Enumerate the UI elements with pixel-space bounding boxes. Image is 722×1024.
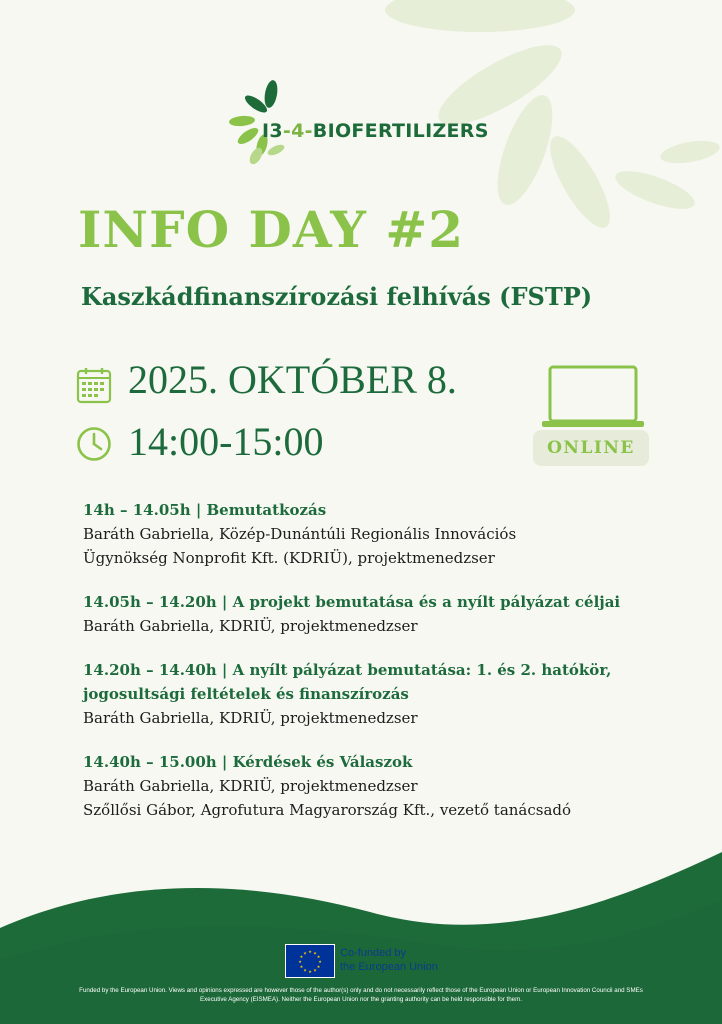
svg-text:★: ★	[313, 950, 317, 956]
agenda-item-heading: 14h – 14.05h | Bemutatkozás	[83, 501, 327, 519]
svg-text:★: ★	[303, 967, 307, 973]
page-subtitle: Kaszkádfinanszírozási felhívás (FSTP)	[81, 282, 593, 311]
agenda-list	[83, 498, 683, 842]
agenda-item-heading: 14.05h – 14.20h | A projekt bemutatása és a nyílt pályázat céljai	[83, 593, 621, 611]
laptop-icon	[540, 364, 646, 432]
event-date: 2025. OKTÓBER 8.	[128, 357, 457, 402]
agenda-item	[83, 590, 683, 638]
svg-text:★: ★	[298, 959, 302, 964]
agenda-item-speaker: Baráth Gabriella, KDRIÜ, projektmenedzser	[83, 617, 418, 635]
agenda-item-speaker: Szőllősi Gábor, Agrofutura Magyarország Kft., vezető tanácsadó	[83, 801, 572, 819]
logo-wordmark: I3-4-BIOFERTILIZERS	[262, 120, 489, 142]
eu-cofunded-label	[340, 946, 438, 974]
agenda-item	[83, 498, 683, 570]
agenda-item-heading-continued: jogosultsági feltételek és finanszírozás	[83, 685, 409, 703]
svg-text:★: ★	[318, 959, 322, 964]
agenda-item	[83, 750, 683, 822]
agenda-item-speaker: Ügynökség Nonprofit Kft. (KDRIÜ), projektmenedzser	[83, 549, 495, 567]
agenda-item	[83, 658, 683, 730]
agenda-item-speaker: Baráth Gabriella, KDRIÜ, projektmenedzser	[83, 777, 418, 795]
agenda-item-heading: 14.40h – 15.00h | Kérdések és Válaszok	[83, 753, 413, 771]
eu-flag-icon	[285, 944, 335, 978]
agenda-item-heading: 14.20h – 14.40h | A nyílt pályázat bemutatása: 1. és 2. hatókör,	[83, 661, 612, 679]
agenda-item-speaker: Baráth Gabriella, KDRIÜ, projektmenedzser	[83, 709, 418, 727]
svg-text:★: ★	[316, 954, 321, 959]
svg-text:★: ★	[303, 950, 307, 956]
calendar-icon	[76, 366, 112, 404]
funding-disclaimer: Funded by the European Union. Views and opinions expressed are however those of the author(s) only and do not necessarily reflect those of the European Union or European Innovation Council and SMEs Executive Agency (EISMEA). Neither the European Union nor the granting authority can be held responsible for them.	[79, 987, 643, 1003]
online-badge: ONLINE	[533, 430, 649, 466]
svg-text:★: ★	[308, 969, 312, 974]
page-title: INFO DAY #2	[78, 200, 464, 259]
clock-icon	[76, 426, 112, 462]
eu-label-line2: the European Union	[340, 961, 438, 973]
svg-text:★: ★	[313, 967, 317, 973]
eu-label-line1: Co-funded by	[340, 947, 407, 959]
event-time: 14:00-15:00	[128, 419, 324, 464]
agenda-item-speaker: Baráth Gabriella, Közép-Dunántúli Regionális Innovációs	[83, 525, 517, 543]
svg-text:★: ★	[316, 964, 321, 969]
svg-text:★: ★	[299, 954, 304, 959]
svg-text:★: ★	[308, 949, 312, 954]
svg-text:★: ★	[299, 964, 304, 969]
